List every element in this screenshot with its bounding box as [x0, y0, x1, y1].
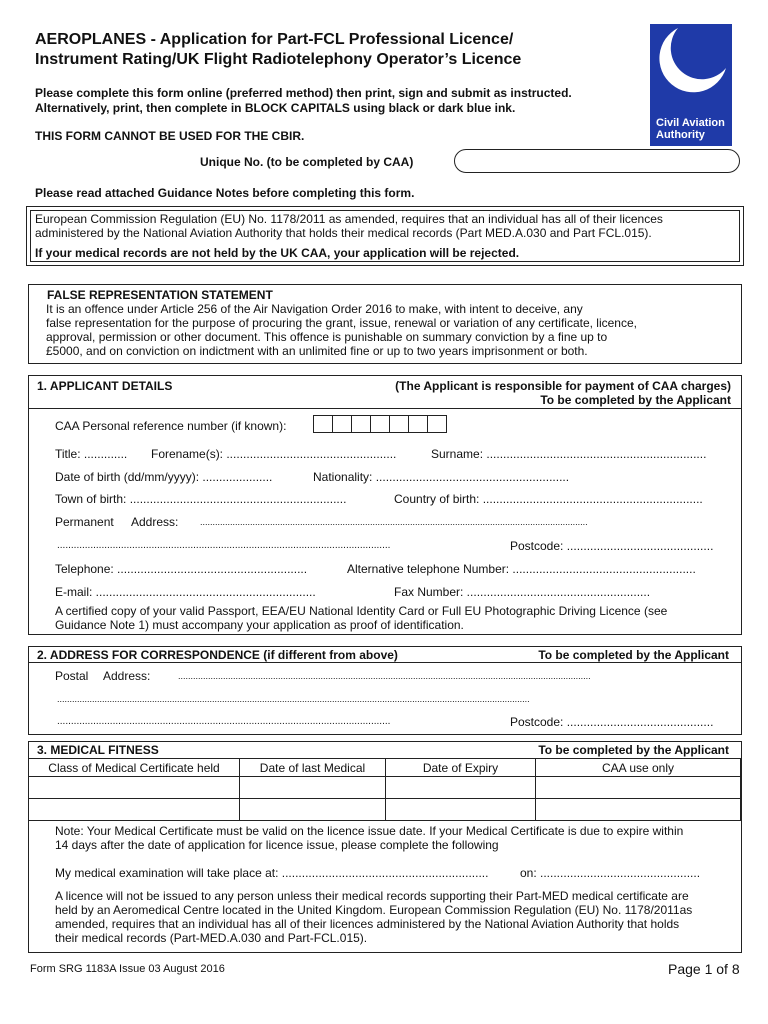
page-number: Page 1 of 8	[668, 961, 740, 977]
logo-text: Civil Aviation Authority	[656, 117, 725, 141]
table-row	[29, 777, 741, 799]
rejection-warning: If your medical records are not held by the UK CAA, your application will be rejected.	[35, 246, 520, 260]
postal-address-line-3[interactable]: ........................................................................................................................	[57, 716, 391, 727]
false-rep-line-2: false representation for the purpose of procuring the grant, issue, renewal or variation of any certificate, licence,	[46, 316, 637, 330]
permanent-address-line-2[interactable]: ........................................................................................................................	[57, 540, 391, 551]
medical-para-line-4: their medical records (Part-MED.A.030 and Part-FCL.015).	[55, 931, 368, 945]
false-representation-box	[28, 284, 742, 364]
section-2-heading: 2. ADDRESS FOR CORRESPONDENCE (if different from above)	[37, 648, 398, 662]
form-title: AEROPLANES - Application for Part-FCL Professional Licence/ Instrument Rating/UK Flight Radiotelephony Operator’s Licence	[35, 31, 522, 68]
class-cell[interactable]	[29, 799, 240, 821]
regulation-line-2: administered by the National Aviation Authority that holds their medical records (Part MED.A.030 and Part FCL.015).	[35, 226, 652, 240]
column-header: Date of last Medical	[240, 759, 386, 777]
form-reference: Form SRG 1183A Issue 03 August 2016	[30, 963, 225, 975]
false-rep-heading: FALSE REPRESENTATION STATEMENT	[47, 288, 273, 302]
email-field[interactable]: E-mail: ..................................................................	[55, 585, 316, 599]
caa-logo	[650, 24, 732, 146]
town-of-birth-field[interactable]: Town of birth: .................................................................	[55, 492, 347, 506]
medical-para-line-1: A licence will not be issued to any person unless their medical records supporting their Part-MED medical certificate are	[55, 889, 689, 903]
section-1-completion-note: To be completed by the Applicant	[540, 393, 731, 407]
false-rep-line-3: approval, permission or other document. This offence is punishable on summary conviction by a fine up to	[46, 330, 608, 344]
postal-address-label: Address:	[103, 669, 151, 683]
section-1-heading: 1. APPLICANT DETAILS	[37, 379, 173, 393]
column-header: Class of Medical Certificate held	[29, 759, 240, 777]
caa-use-cell	[536, 777, 741, 799]
section-3-completion-note: To be completed by the Applicant	[538, 743, 729, 757]
nationality-field[interactable]: Nationality: ..........................................................	[313, 470, 570, 484]
medical-note-line-2: 14 days after the date of application for licence issue, please complete the following	[55, 838, 499, 852]
regulation-box	[26, 206, 744, 266]
last-medical-cell[interactable]	[240, 777, 386, 799]
false-rep-line-4: £5000, and on conviction on indictment with an unlimited fine or up to two years imprisonment or both.	[46, 344, 588, 358]
postal-address-line-2[interactable]: .............................................................................................................................................................................................	[57, 694, 530, 704]
caa-ref-label: CAA Personal reference number (if known):	[55, 419, 287, 433]
column-header: Date of Expiry	[386, 759, 536, 777]
title-field[interactable]: Title: .............	[55, 447, 128, 461]
unique-no-field[interactable]	[454, 149, 740, 173]
section-1-payment-note: (The Applicant is responsible for payment of CAA charges)	[395, 379, 731, 393]
postcode-field[interactable]: Postcode: ............................................	[510, 539, 714, 553]
passport-note-line-2: Guidance Note 1) must accompany your application as proof of identification.	[55, 618, 464, 632]
guidance-notice: Please read attached Guidance Notes before completing this form.	[35, 186, 415, 200]
table-row	[29, 799, 741, 821]
surname-field[interactable]: Surname: ..................................................................	[431, 447, 707, 461]
passport-note-line-1: A certified copy of your valid Passport, EEA/EU National Identity Card or Full EU Photographic Driving Licence (see	[55, 604, 668, 618]
alt-telephone-field[interactable]: Alternative telephone Number: .......................................................	[347, 562, 696, 576]
table-header-row	[29, 759, 741, 777]
column-header: CAA use only	[536, 759, 741, 777]
medical-note-line-1: Note: Your Medical Certificate must be valid on the licence issue date. If your Medical Certificate is due to expire within	[55, 824, 684, 838]
medical-para-line-2: held by an Aeromedical Centre located in the United Kingdom. European Commission Regulation (EU) No. 1178/2011as	[55, 903, 693, 917]
country-of-birth-field[interactable]: Country of birth: ..................................................................	[394, 492, 703, 506]
section-2-completion-note: To be completed by the Applicant	[538, 648, 729, 662]
intro-line-1: Please complete this form online (preferred method) then print, sign and submit as instructed.	[35, 86, 572, 100]
caa-use-cell	[536, 799, 741, 821]
caa-ref-number-input[interactable]	[314, 415, 447, 433]
postal-address-line-1[interactable]: .....................................................................................................................................................................	[178, 671, 591, 681]
fax-field[interactable]: Fax Number: .......................................................	[394, 585, 651, 599]
medical-para-line-3: amended, requires that an individual has all of their licences administered by the National Aviation Authority that holds	[55, 917, 680, 931]
dob-field[interactable]: Date of birth (dd/mm/yyyy): .....................	[55, 470, 273, 484]
telephone-field[interactable]: Telephone: .........................................................	[55, 562, 308, 576]
postal-label: Postal	[55, 669, 89, 683]
class-cell[interactable]	[29, 777, 240, 799]
forename-field[interactable]: Forename(s): ...................................................	[151, 447, 397, 461]
unique-no-label: Unique No. (to be completed by CAA)	[200, 155, 414, 169]
exam-location-field[interactable]: My medical examination will take place at: ..............................................................	[55, 866, 489, 880]
false-rep-line-1: It is an offence under Article 256 of the Air Navigation Order 2016 to make, with intent to deceive, any	[46, 302, 583, 316]
expiry-cell[interactable]	[386, 799, 536, 821]
permanent-address-line-1[interactable]: ...........................................................................................................................................................	[200, 517, 588, 527]
intro-line-2: Alternatively, print, then complete in BLOCK CAPITALS using black or dark blue ink.	[35, 101, 516, 115]
section-3-heading: 3. MEDICAL FITNESS	[37, 743, 159, 757]
regulation-line-1: European Commission Regulation (EU) No. 1178/2011 as amended, requires that an individual has all of their licences	[35, 212, 663, 226]
cbir-notice: THIS FORM CANNOT BE USED FOR THE CBIR.	[35, 129, 305, 143]
medical-certificate-table	[28, 758, 741, 821]
permanent-label: Permanent	[55, 515, 114, 529]
address-label: Address:	[131, 515, 179, 529]
postal-postcode-field[interactable]: Postcode: ............................................	[510, 715, 714, 729]
exam-date-field[interactable]: on: ................................................	[520, 866, 701, 880]
last-medical-cell[interactable]	[240, 799, 386, 821]
expiry-cell[interactable]	[386, 777, 536, 799]
